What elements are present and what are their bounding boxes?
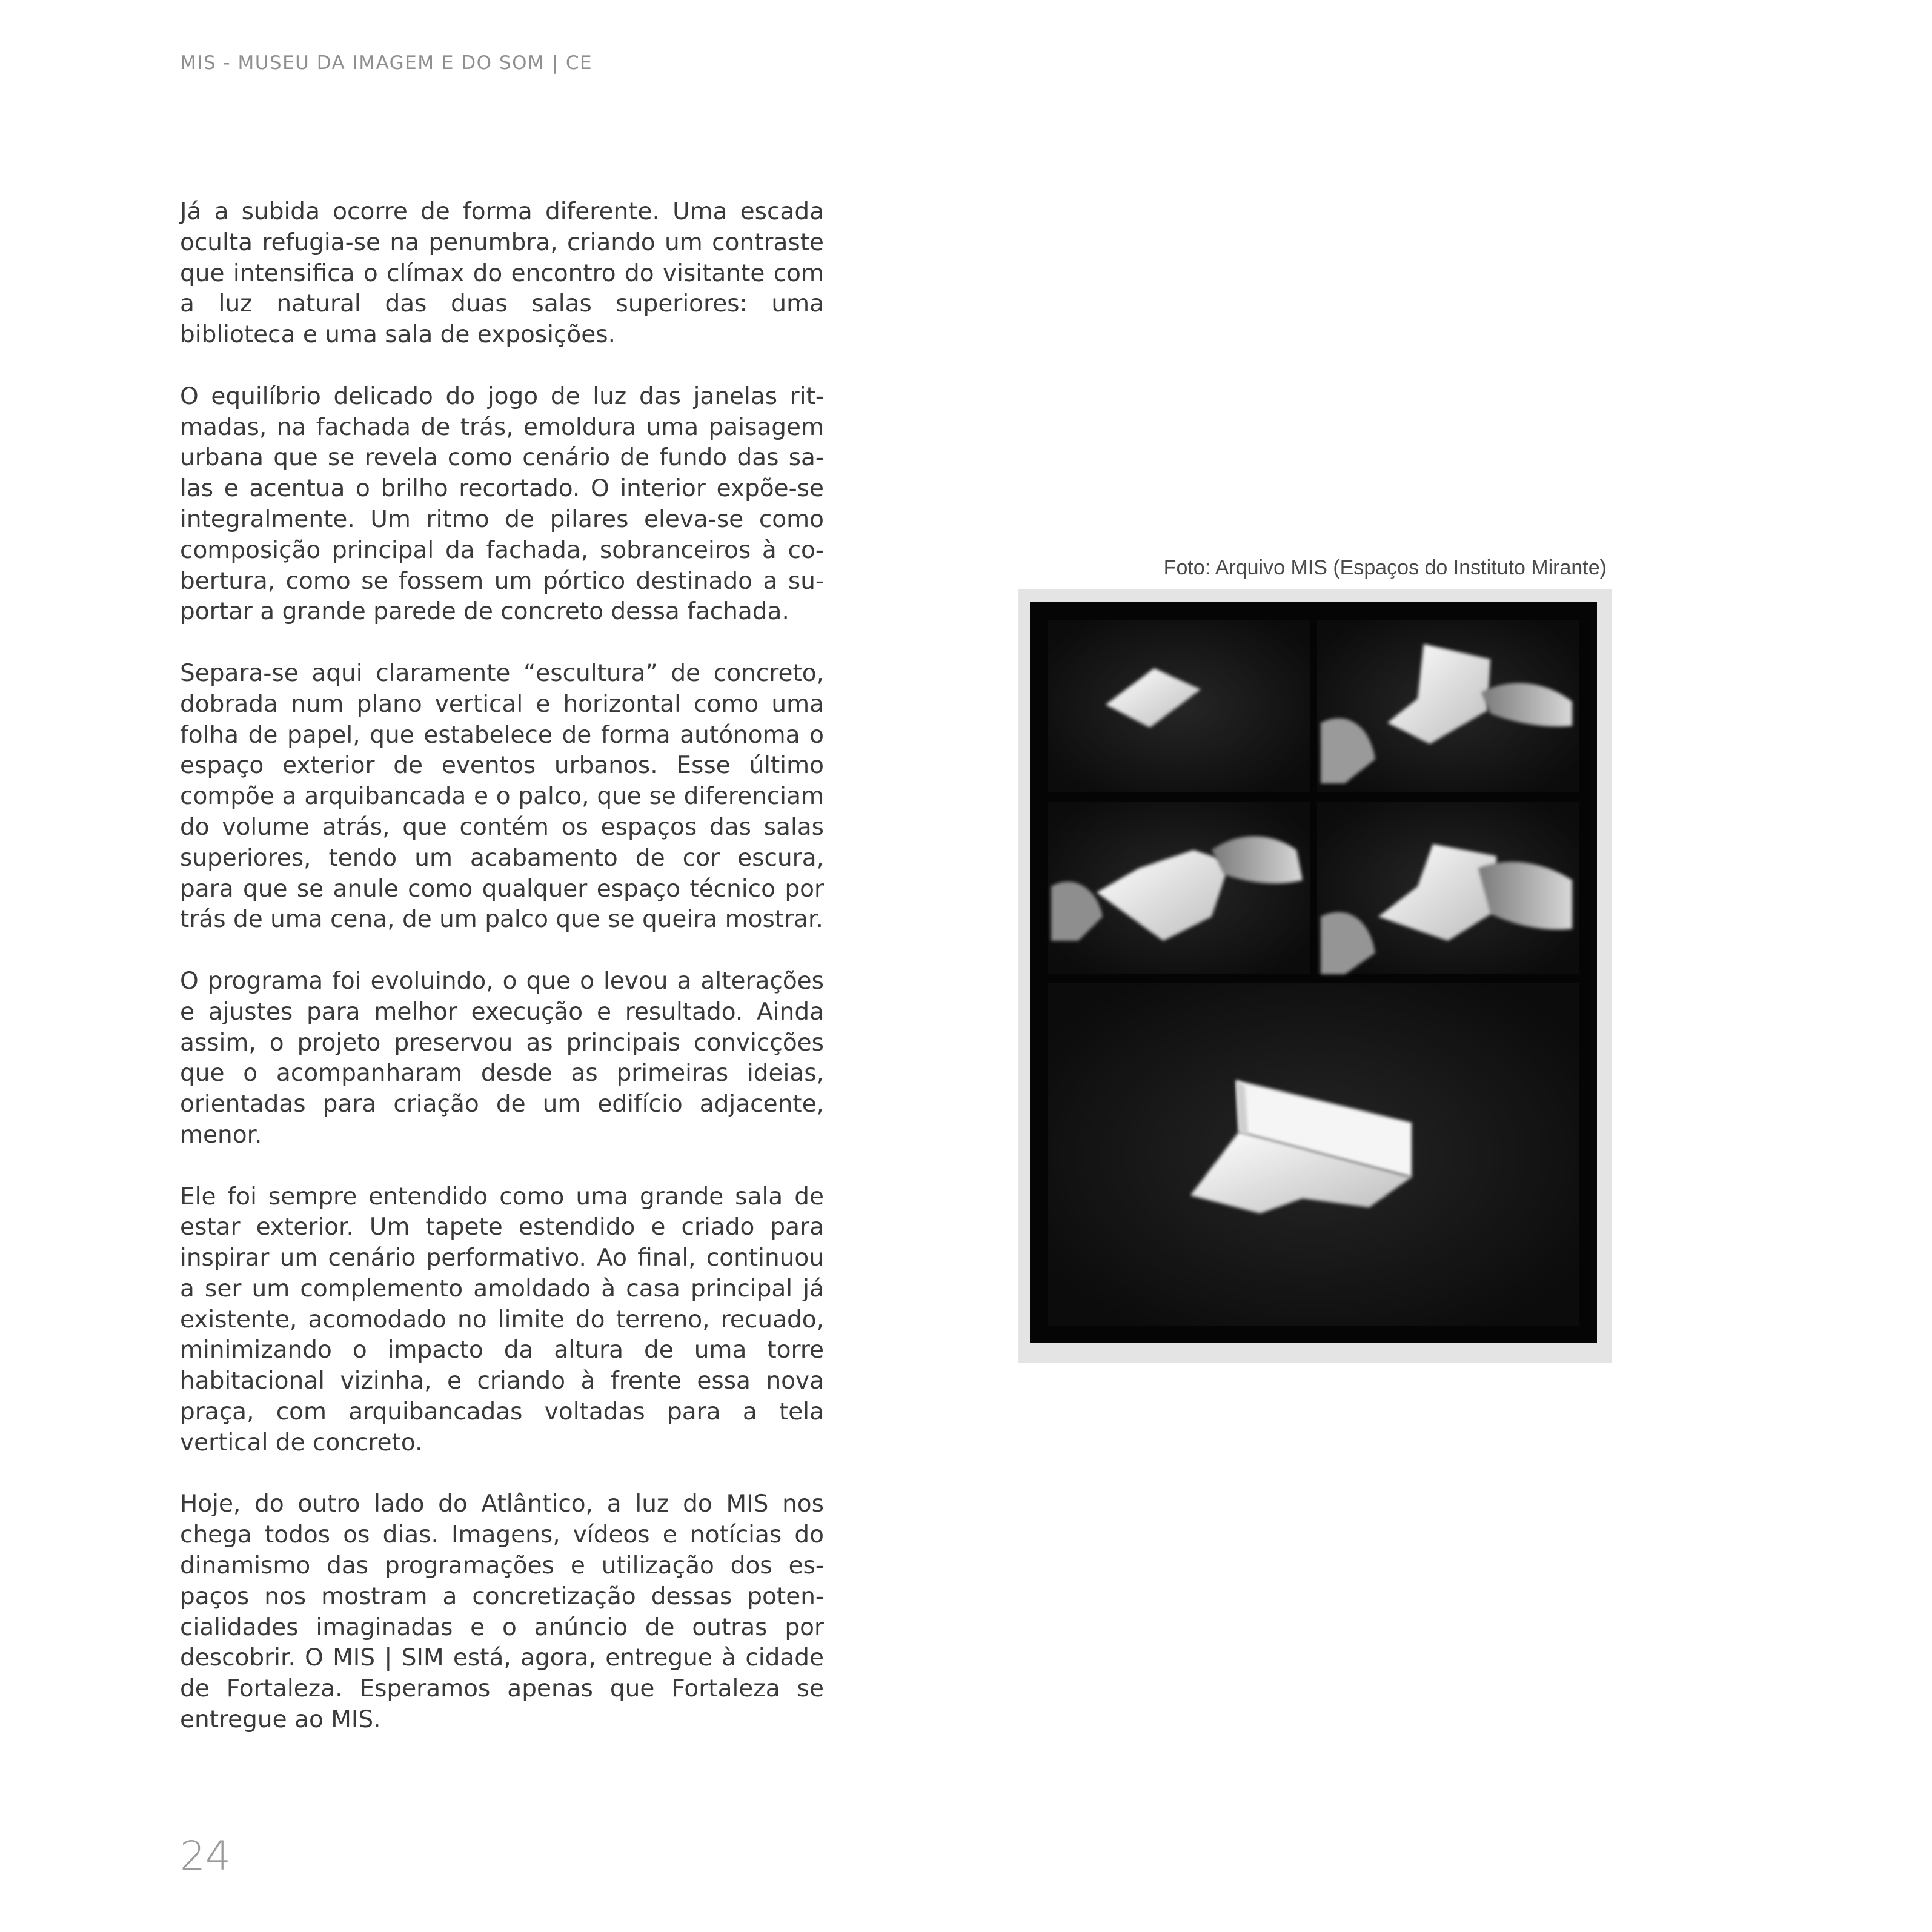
photo-panel-2	[1317, 620, 1579, 792]
running-header: MIS - MUSEU DA IMAGEM E DO SOM | CE	[180, 52, 593, 74]
paragraph: O programa foi evoluindo, o que o levou a alterações e ajustes para melhor execução e resultado. Ainda assim, o projeto preservou as principais convicções que o acompanharam desde as primeiras ideias, orientadas para criação de um edifício adjacente, menor.	[180, 967, 824, 1149]
article-body	[180, 197, 824, 1767]
paragraph: Hoje, do outro lado do Atlântico, a luz do MIS nos chega todos os dias. Imagens, vídeos e notícias do dinamismo das programações e utilização dos espaços nos mostram a concretização dessas potencialidades imaginadas e o anúncio de outras por descobrir. O MIS | SIM está, agora, entregue à cidade de Fortaleza. Esperamos apenas que Fortaleza se entregue ao MIS.	[180, 1490, 824, 1734]
paragraph: O equilíbrio delicado do jogo de luz das janelas ritmadas, na fachada de trás, emoldura uma paisagem urbana que se revela como cenário de fundo das salas e acentua o brilho recortado. O interior expõe-se integralmente. Um ritmo de pilares eleva-se como composição principal da fachada, sobranceiros à cobertura, como se fossem um pórtico destinado a suportar a grande parede de concreto dessa fachada.	[180, 382, 824, 626]
paragraph: Ele foi sempre entendido como uma grande sala de estar exterior. Um tapete estendido e criado para inspirar um cenário performativo. Ao final, continuou a ser um complemento amoldado à casa principal já existente, acomodado no limite do terreno, recuado, minimizando o impacto da altura de uma torre habitacional vizinha, e criando à frente essa nova praça, com arquibancadas voltadas para a tela vertical de concreto.	[180, 1183, 824, 1456]
photo-panel-5	[1048, 983, 1579, 1326]
photo-panel-4	[1317, 802, 1579, 974]
photo-frame	[1018, 589, 1612, 1363]
paragraph: Já a subida ocorre de forma diferente. Uma escada oculta refugia-se na penumbra, criando um contraste que intensifica o clímax do encontro do visitante com a luz natural das duas salas superiores: uma biblioteca e uma sala de exposições.	[180, 198, 824, 349]
folded-paper-photo	[1030, 602, 1597, 1343]
photo-caption: Foto: Arquivo MIS (Espaços do Instituto Mirante)	[1163, 556, 1607, 579]
photo-panel-1	[1048, 620, 1310, 792]
page-number: 24	[180, 1833, 231, 1879]
paragraph: Separa-se aqui claramente “escultura” de concreto, dobrada num plano vertical e horizontal como uma folha de papel, que estabelece de forma autónoma o espaço exterior de eventos urbanos. Esse último compõe a arquibancada e o palco, que se diferenciam do volume atrás, que contém os espaços das salas superiores, tendo um acabamento de cor escura, para que se anule como qualquer espaço técnico por trás de uma cena, de um palco que se queira mostrar.	[180, 659, 824, 934]
photo-panel-3	[1048, 802, 1310, 974]
